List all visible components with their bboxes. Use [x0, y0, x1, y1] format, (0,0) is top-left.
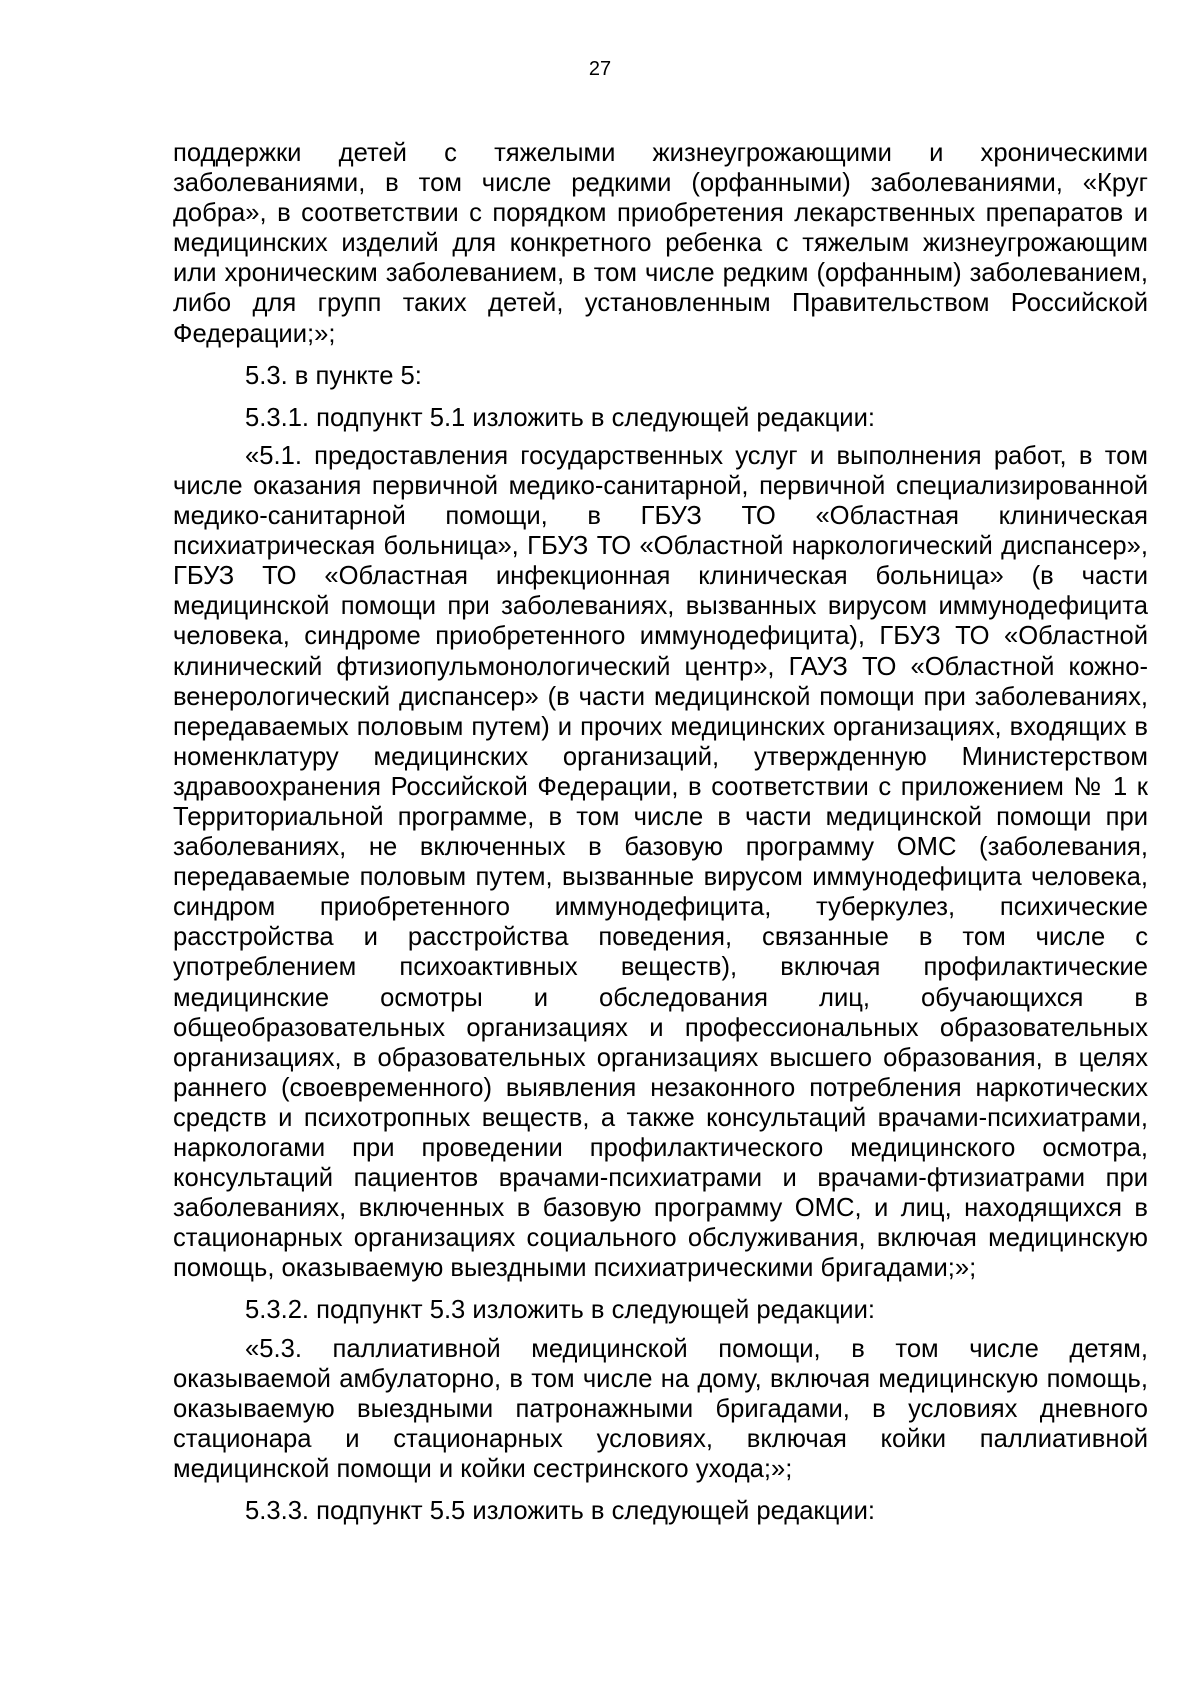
paragraph-continuation: поддержки детей с тяжелыми жизнеугрожающими и хроническими заболеваниями, в том числе редкими (орфанными) заболеваниями, «Круг добра», в соответствии с порядком приобретения лекарственных препаратов и медицинских изделий для конкретного ребенка с тяжелым жизнеугрожающим или хроническим заболеванием, в том числе редким (орфанным) заболеванием, либо для групп таких детей, установленным Правительством Российской Федерации;»; — [173, 139, 1148, 348]
paragraph-5-3-2-heading: 5.3.2. подпункт 5.3 изложить в следующей редакции: — [245, 1296, 875, 1325]
page-number: 27 — [588, 58, 612, 80]
document-body — [173, 138, 1148, 1526]
paragraph-5-3-1-heading: 5.3.1. подпункт 5.1 изложить в следующей редакции: — [245, 403, 875, 432]
paragraph-5-3-3-heading: 5.3.3. подпункт 5.5 изложить в следующей редакции: — [245, 1497, 875, 1526]
paragraph-5-1-text: «5.1. предоставления государственных услуг и выполнения работ, в том числе оказания первичной медико-санитарной, первичной специализированной медико-санитарной помощи, в ГБУЗ ТО «Областная клиническая психиатрическая больница», ГБУЗ ТО «Областной наркологический диспансер», ГБУЗ ТО «Областная инфекционная клиническая больница» (в части медицинской помощи при заболеваниях, вызванных вирусом иммунодефицита человека, синдроме приобретенного иммунодефицита), ГБУЗ ТО «Областной клинический фтизиопульмонологический центр», ГАУЗ ТО «Областной кожно-венерологический диспансер» (в части медицинской помощи при заболеваниях, передаваемых половым путем) и прочих медицинских организациях, входящих в номенклатуру медицинских организаций, утвержденную Министерством здравоохранения Российской Федерации, в соответствии с приложением № 1 к Территориальной программе, в том числе в части медицинской помощи при заболеваниях, не включенных в базовую программу ОМС (заболевания, передаваемые половым путем, вызванные вирусом иммунодефицита человека, синдром приобретенного иммунодефицита, туберкулез, психические расстройства и расстройства поведения, связанные в том числе с употреблением психоактивных веществ), включая профилактические медицинские осмотры и обследования лиц, обучающихся в общеобразовательных организациях и профессиональных образовательных организациях, в образовательных организациях высшего образования, в целях раннего (своевременного) выявления незаконного потребления наркотических средств и психотропных веществ, а также консультаций врачами-психиатрами, наркологами при проведении профилактического медицинского осмотра, консультаций пациентов врачами-психиатрами и врачами-фтизиатрами при заболеваниях, включенных в базовую программу ОМС, и лиц, находящихся в стационарных организациях социального обслуживания, включая медицинскую помощь, оказываемую выездными психиатрическими бригадами;»; — [173, 441, 1148, 1283]
paragraph-5-3-heading: 5.3. в пункте 5: — [245, 361, 422, 390]
paragraph-5-3-text: «5.3. паллиативной медицинской помощи, в том числе детям, оказываемой амбулаторно, в том числе на дому, включая медицинскую помощь, оказываемую выездными патронажными бригадами, в условиях дневного стационара и стационарных условиях, включая койки паллиативной медицинской помощи и койки сестринского ухода;»; — [173, 1334, 1148, 1483]
